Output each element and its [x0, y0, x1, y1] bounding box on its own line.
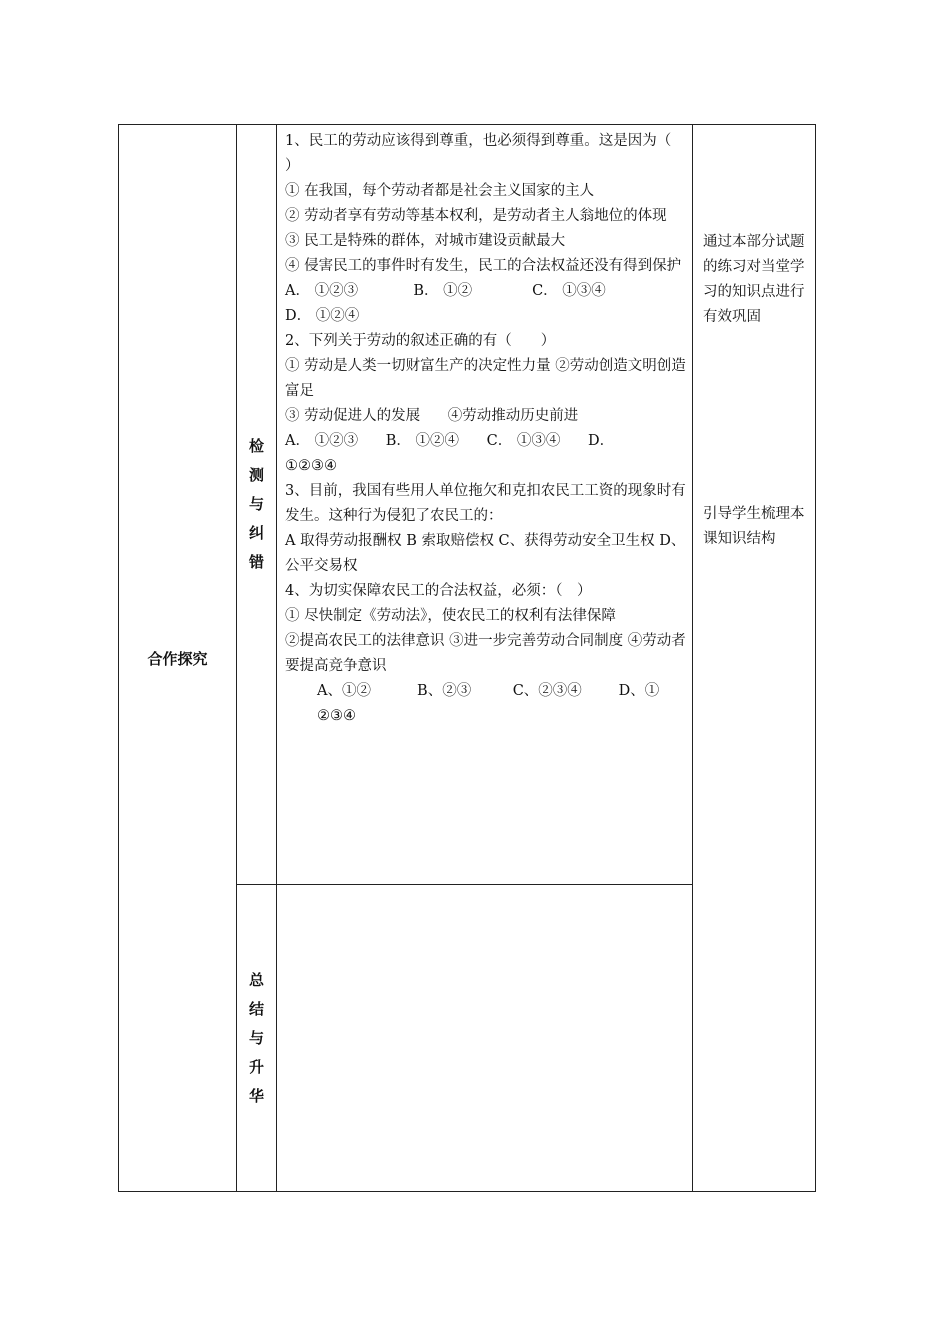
section-label: 合作探究 [147, 649, 208, 668]
summary-content-cell [277, 885, 693, 1192]
question-4-item-2-4: ②提高农民工的法律意识 ③进一步完善劳动合同制度 ④劳动者要提高竞争意识 [285, 633, 686, 674]
row-label-cell-summary [237, 885, 277, 1192]
question-1-stem: 1、民工的劳动应该得到尊重，也必须得到尊重。这是因为（ ） [285, 133, 701, 174]
row-label-cell-check [237, 125, 277, 885]
question-2-item-1-2: ① 劳动是人类一切财富生产的决定性力量 ②劳动创造文明创造富足 [285, 358, 686, 399]
question-3-options: A 取得劳动报酬权 B 索取赔偿权 C、获得劳动安全卫生权 D、公平交易权 [285, 533, 686, 574]
lesson-plan-table [118, 124, 816, 1192]
question-2-item-3-4: ③ 劳动促进人的发展 ④劳动推动历史前进 [285, 408, 579, 424]
question-4-item-1: ① 尽快制定《劳动法》，使农民工的权利有法律保障 [285, 608, 616, 624]
note-consolidate: 通过本部分试题的练习对当堂学习的知识点进行有效巩固 [703, 234, 805, 325]
question-2-options: A． ①②③ B． ①②④ C． ①③④ D． [285, 433, 615, 449]
question-3-stem: 3、目前，我国有些用人单位拖欠和克扣农民工工资的现象时有发生。这种行为侵犯了农民工的： [285, 483, 686, 524]
question-4-options: A、①② B、②③ C、②③④ D、① [317, 683, 660, 699]
questions-cell [277, 125, 701, 885]
question-2-stem: 2、下列关于劳动的叙述正确的有（ ） [285, 333, 556, 349]
question-1-options: A． ①②③ B． ①② C． ①③④ [285, 283, 606, 299]
notes-cell [693, 125, 816, 1192]
table-row [119, 125, 816, 885]
question-1-item-1: ① 在我国，每个劳动者都是社会主义国家的主人 [285, 183, 595, 199]
question-1-item-4: ④ 侵害民工的事件时有发生，民工的合法权益还没有得到保护 [285, 258, 682, 274]
question-4-stem: 4、为切实保障农民工的合法权益，必须：（ ） [285, 583, 592, 599]
row-label-summary: 总结与升华 [248, 970, 264, 1105]
row-label-check-correct: 检测与纠错 [248, 437, 264, 571]
question-1 [285, 129, 701, 329]
question-1-item-3: ③ 民工是特殊的群体，对城市建设贡献最大 [285, 233, 566, 249]
question-1-item-2: ② 劳动者享有劳动等基本权利，是劳动者主人翁地位的体现 [285, 208, 667, 224]
section-label-cell [119, 125, 237, 1192]
note-structure: 引导学生梳理本课知识结构 [703, 506, 805, 547]
question-1-option-d: D． ①②④ [285, 308, 360, 324]
question-2 [285, 329, 686, 479]
question-4 [285, 579, 686, 729]
question-4-option-d: ②③④ [317, 708, 356, 724]
question-3 [285, 479, 686, 579]
question-2-option-d: ①②③④ [285, 458, 337, 474]
